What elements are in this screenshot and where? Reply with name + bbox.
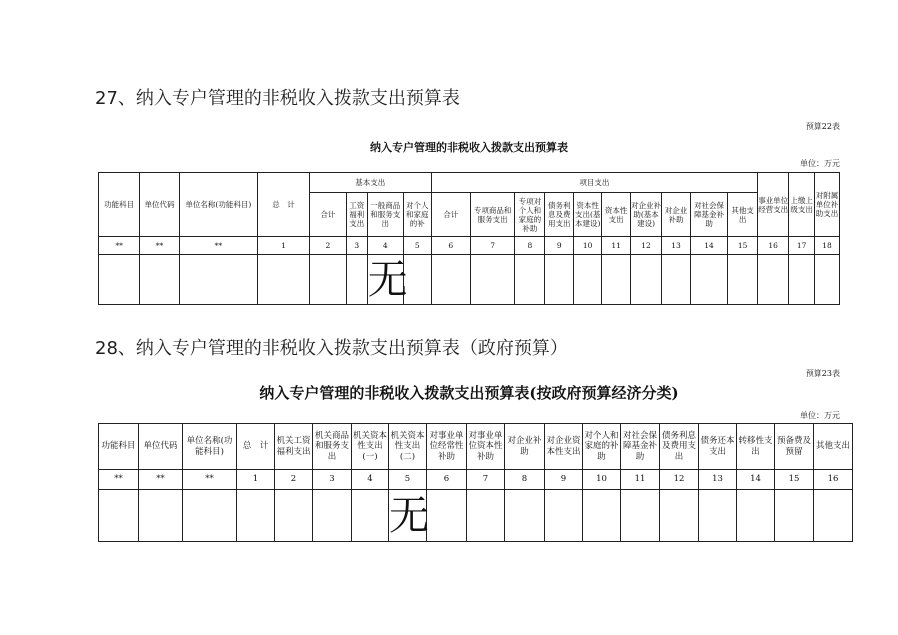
index-cell: ** (179, 237, 258, 255)
index-cell: 11 (621, 470, 660, 490)
index-cell: 2 (275, 470, 313, 490)
index-cell: 15 (728, 237, 758, 255)
index-cell: ** (99, 237, 140, 255)
index-cell: 11 (602, 237, 631, 255)
index-cell: ** (99, 470, 139, 490)
index-cell: 9 (545, 470, 583, 490)
index-cell: 15 (775, 470, 814, 490)
col-header: 机关商品和服务支出 (313, 424, 352, 470)
index-cell: 9 (545, 237, 574, 255)
index-cell: 3 (346, 237, 367, 255)
index-row (99, 470, 853, 490)
col-header: 对企业补助 (505, 424, 545, 470)
index-cell: ** (139, 470, 183, 490)
index-cell: 7 (467, 470, 505, 490)
col-header-project-other: 其他支出 (728, 193, 758, 237)
table-number-23: 预算23表 (805, 369, 840, 378)
col-header: 其他支出 (814, 424, 853, 470)
col-header-project-enterprise-construction: 对企业补助(基本建设) (631, 193, 662, 237)
col-header: 对事业单位经常性补助 (427, 424, 467, 470)
table-number-22: 预算22表 (805, 122, 840, 131)
index-cell: 13 (662, 237, 691, 255)
empty-mark: 无 (367, 256, 408, 303)
table-title-22: 纳入专户管理的非税收入拨款支出预算表 (370, 141, 568, 154)
col-header-project-debt: 债务利息及费用支出 (545, 193, 574, 237)
group-header-basic: 基本支出 (309, 173, 431, 193)
col-header-total: 总 计 (258, 173, 310, 237)
col-header: 对企业资本性支出 (545, 424, 583, 470)
table-row (99, 255, 840, 305)
index-cell: 4 (367, 237, 403, 255)
col-header: 债务还本支出 (699, 424, 737, 470)
table-title-23: 纳入专户管理的非税收入拨款支出预算表(按政府预算经济分类) (259, 384, 679, 402)
col-header-project-goods: 专项商品和服务支出 (470, 193, 514, 237)
col-header: 债务利息及费用支出 (660, 424, 699, 470)
col-header-project-enterprise: 对企业补助 (662, 193, 691, 237)
index-cell: 6 (427, 470, 467, 490)
unit-label-22: 单位：万元 (800, 159, 840, 168)
index-cell: 1 (237, 470, 275, 490)
section-heading-28: 28、纳入专户管理的非税收入拨款支出预算表（政府预算） (95, 338, 568, 359)
col-header-project-family: 专项对个人和家庭的补助 (515, 193, 545, 237)
col-header-unit-name: 单位名称(功能科目) (179, 173, 258, 237)
budget-table-22 (98, 172, 840, 305)
col-header: 对事业单位资本性补助 (467, 424, 505, 470)
col-header: 单位代码 (139, 424, 183, 470)
col-header: 机关资本性支出(二) (389, 424, 427, 470)
index-cell: 10 (583, 470, 621, 490)
index-row (99, 237, 840, 255)
col-header: 功能科目 (99, 424, 139, 470)
table-row (99, 490, 853, 542)
index-cell: 14 (737, 470, 775, 490)
col-header: 单位名称(功能科目) (183, 424, 237, 470)
unit-label-23: 单位：万元 (800, 411, 840, 420)
index-cell: 8 (515, 237, 545, 255)
budget-table-23 (98, 423, 853, 542)
index-cell: 10 (574, 237, 602, 255)
index-cell: ** (140, 237, 179, 255)
col-header: 对社会保障基金补助 (621, 424, 660, 470)
group-header-project: 项目支出 (431, 173, 758, 193)
col-header: 对个人和家庭的补助 (583, 424, 621, 470)
index-cell: 14 (690, 237, 727, 255)
index-cell: 17 (789, 237, 815, 255)
col-header: 机关资本性支出(一) (352, 424, 389, 470)
col-header-operating: 事业单位经营支出 (758, 173, 789, 237)
index-cell: 12 (631, 237, 662, 255)
col-header-basic-wage: 工资福利支出 (346, 193, 367, 237)
col-header: 转移性支出 (737, 424, 775, 470)
index-cell: 16 (814, 470, 853, 490)
index-cell: 5 (403, 237, 431, 255)
col-header: 机关工资福利支出 (275, 424, 313, 470)
index-cell: ** (183, 470, 237, 490)
col-header-basic-goods: 一般商品和服务支出 (367, 193, 403, 237)
col-header-project-total: 合计 (431, 193, 470, 237)
empty-mark: 无 (389, 492, 429, 539)
col-header: 总 计 (237, 424, 275, 470)
index-cell: 18 (815, 237, 840, 255)
index-cell: 4 (352, 470, 389, 490)
col-header-basic-total: 合计 (309, 193, 346, 237)
index-cell: 13 (699, 470, 737, 490)
index-cell: 16 (758, 237, 789, 255)
col-header-project-capital-construction: 资本性支出(基本建设) (574, 193, 602, 237)
index-cell: 7 (470, 237, 514, 255)
col-header-project-capital: 资本性支出 (602, 193, 631, 237)
col-header-upper: 上缴上级支出 (789, 173, 815, 237)
index-cell: 2 (309, 237, 346, 255)
col-header-subsidiary: 对附属单位补助支出 (815, 173, 840, 237)
index-cell: 3 (313, 470, 352, 490)
index-cell: 5 (389, 470, 427, 490)
index-cell: 12 (660, 470, 699, 490)
col-header-func-subject: 功能科目 (99, 173, 140, 237)
col-header-basic-family: 对个人和家庭的补 (403, 193, 431, 237)
index-cell: 8 (505, 470, 545, 490)
header-row (99, 424, 853, 470)
index-cell: 6 (431, 237, 470, 255)
section-heading-27: 27、纳入专户管理的非税收入拨款支出预算表 (95, 88, 460, 109)
col-header-project-social: 对社会保障基金补助 (690, 193, 727, 237)
col-header-unit-code: 单位代码 (140, 173, 179, 237)
index-cell: 1 (258, 237, 310, 255)
col-header: 预备费及预留 (775, 424, 814, 470)
